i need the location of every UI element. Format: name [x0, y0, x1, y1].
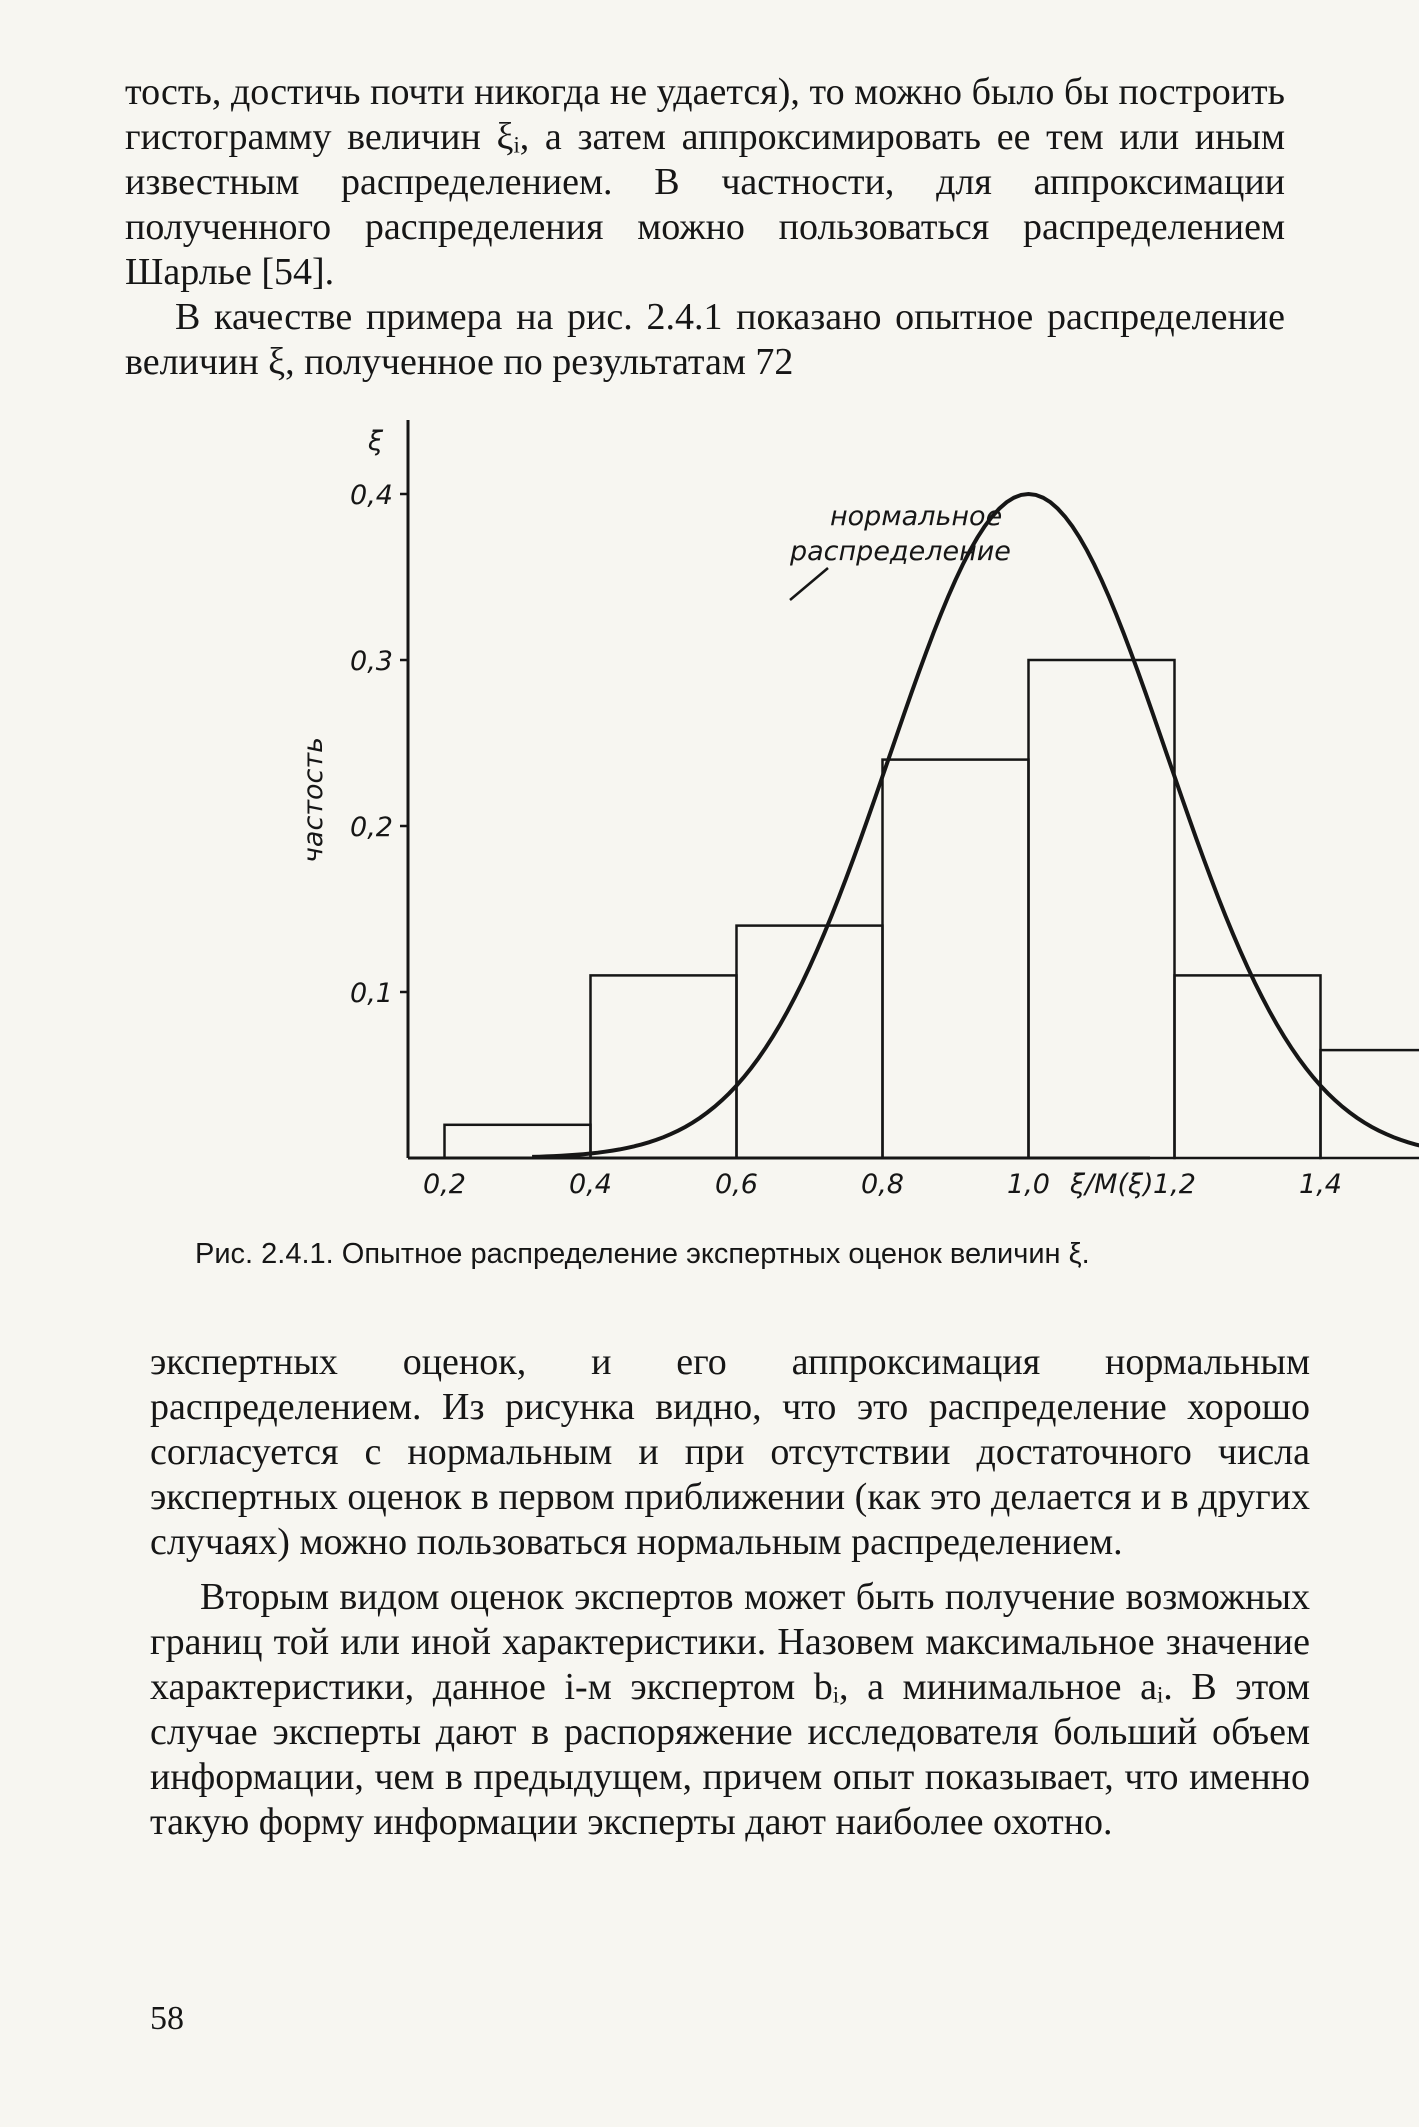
y-tick-label: 0,3 [350, 646, 393, 677]
x-tick-label: 1,2 [1153, 1169, 1196, 1200]
x-tick-labels [423, 1169, 1419, 1200]
histogram-bars [445, 660, 1419, 1158]
curve-leader-line [790, 568, 828, 600]
normal-curve [532, 494, 1419, 1157]
histogram-bar [591, 975, 737, 1158]
top-paragraph-1: тость, достичь почти никогда не удается), то можно было бы построить гистограмму величин ξᵢ, а затем аппроксимировать ее тем или иным известным распределением. В частности, для аппроксимации полученного распределения можно пользоваться распределением Шарлье [54]. [125, 71, 1285, 293]
histogram-bar [883, 760, 1029, 1158]
histogram-bar [1029, 660, 1175, 1158]
bottom-paragraph-2: Вторым видом оценок экспертов может быть получение возможных границ той или иной характеристики. Назовем максимальное значение характеристики, данное i-м экспертом bᵢ, а минимальное aᵢ. В этом случае эксперты дают в распоряжение исследователя больший объем информации, чем в предыдущем, причем опыт показывает, что именно такую форму информации эксперты дают наиболее охотно. [150, 1576, 1310, 1843]
curve-label-line-1: нормальное [830, 501, 1003, 532]
bottom-paragraph-1: экспертных оценок, и его аппроксимация нормальным распределением. Из рисунка видно, что это распределение хорошо согласуется с нормальным и при отсутствии достаточного числа экспертных оценок в первом приближении (как это делается и в других случаях) можно пользоваться нормальным распределением. [150, 1341, 1310, 1563]
y-tick-label: 0,4 [350, 480, 393, 511]
histogram-bar [737, 926, 883, 1158]
y-axis-label: частость [298, 736, 329, 864]
histogram-bar [1321, 1050, 1419, 1158]
y-tick-label: 0,2 [350, 812, 393, 843]
x-tick-label: 1,4 [1299, 1169, 1342, 1200]
y-tick-labels [350, 480, 408, 1009]
page-number: 58 [150, 2000, 184, 2037]
bottom-text-block [150, 1340, 1310, 1845]
x-tick-label: 0,8 [861, 1169, 904, 1200]
figure-caption: Рис. 2.4.1. Опытное распределение экспертных оценок величин ξ. [195, 1238, 1090, 1270]
top-text-block [125, 70, 1285, 385]
x-axis-label: ξ/M(ξ) [1070, 1169, 1154, 1200]
x-tick-label: 1,0 [1007, 1169, 1050, 1200]
histogram-bar [1175, 975, 1321, 1158]
y-tick-label: 0,1 [350, 978, 393, 1009]
x-tick-label: 0,2 [423, 1169, 466, 1200]
chart-axes [408, 420, 1150, 1158]
x-tick-label: 0,4 [569, 1169, 612, 1200]
x-tick-label: 0,6 [715, 1169, 758, 1200]
curve-label-line-2: распределение [790, 536, 1011, 567]
histogram-bar [445, 1125, 591, 1158]
top-paragraph-2: В качестве примера на рис. 2.4.1 показано опытное распределение величин ξ, полученное по результатам 72 [125, 296, 1285, 383]
y-axis-symbol: ξ [368, 426, 384, 457]
